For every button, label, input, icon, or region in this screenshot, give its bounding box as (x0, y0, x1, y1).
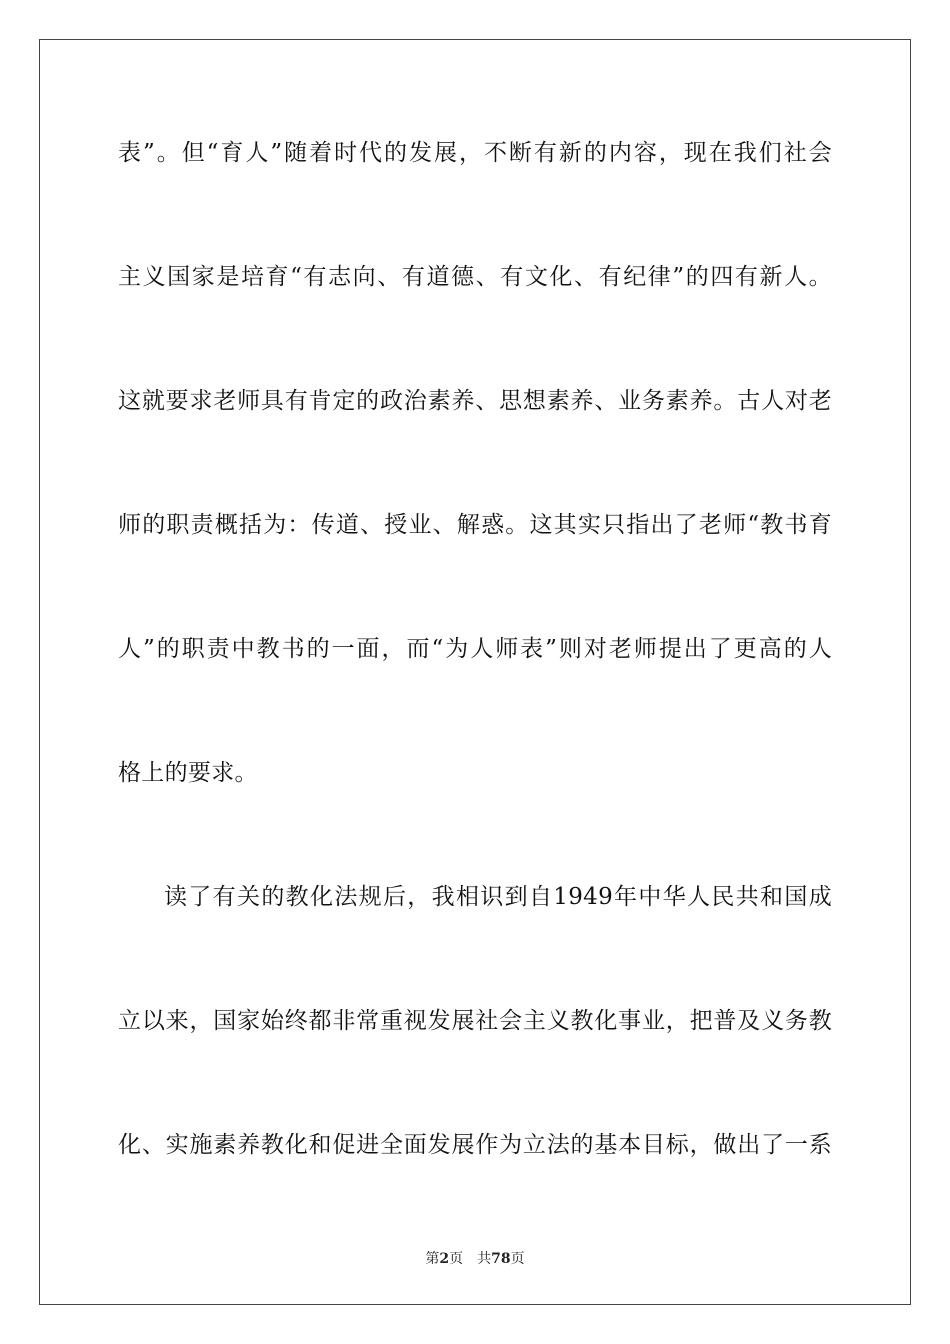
total-pages-prefix: 共 (477, 1251, 492, 1267)
paragraph-line-8: 立以来，国家始终都非常重视发展社会主义教化事业，把普及义务教 (118, 1008, 832, 1034)
total-pages-unit: 页 (510, 1251, 525, 1267)
paragraph-line-2: 主义国家是培育“有志向、有道德、有文化、有纪律”的四有新人。 (118, 264, 832, 290)
page-unit: 页 (449, 1251, 464, 1267)
paragraph-line-1: 表”。但“育人”随着时代的发展，不断有新的内容，现在我们社会 (118, 140, 832, 166)
paragraph-line-9: 化、实施素养教化和促进全面发展作为立法的基本目标，做出了一系 (118, 1132, 832, 1158)
page-border (39, 39, 911, 1305)
paragraph-line-7: 读了有关的教化法规后，我相识到自1949年中华人民共和国成 (164, 884, 832, 910)
page-number-prefix: 第 (425, 1251, 440, 1267)
paragraph-line-4: 师的职责概括为：传道、授业、解惑。这其实只指出了老师“教书育 (118, 512, 832, 538)
paragraph-line-6: 格上的要求。 (118, 760, 258, 786)
page-footer (0, 1250, 950, 1268)
total-pages-number: 78 (491, 1251, 511, 1267)
current-page-number: 2 (439, 1251, 450, 1267)
paragraph-line-5: 人”的职责中教书的一面，而“为人师表”则对老师提出了更高的人 (118, 636, 832, 662)
paragraph-line-3: 这就要求老师具有肯定的政治素养、思想素养、业务素养。古人对老 (118, 388, 832, 414)
